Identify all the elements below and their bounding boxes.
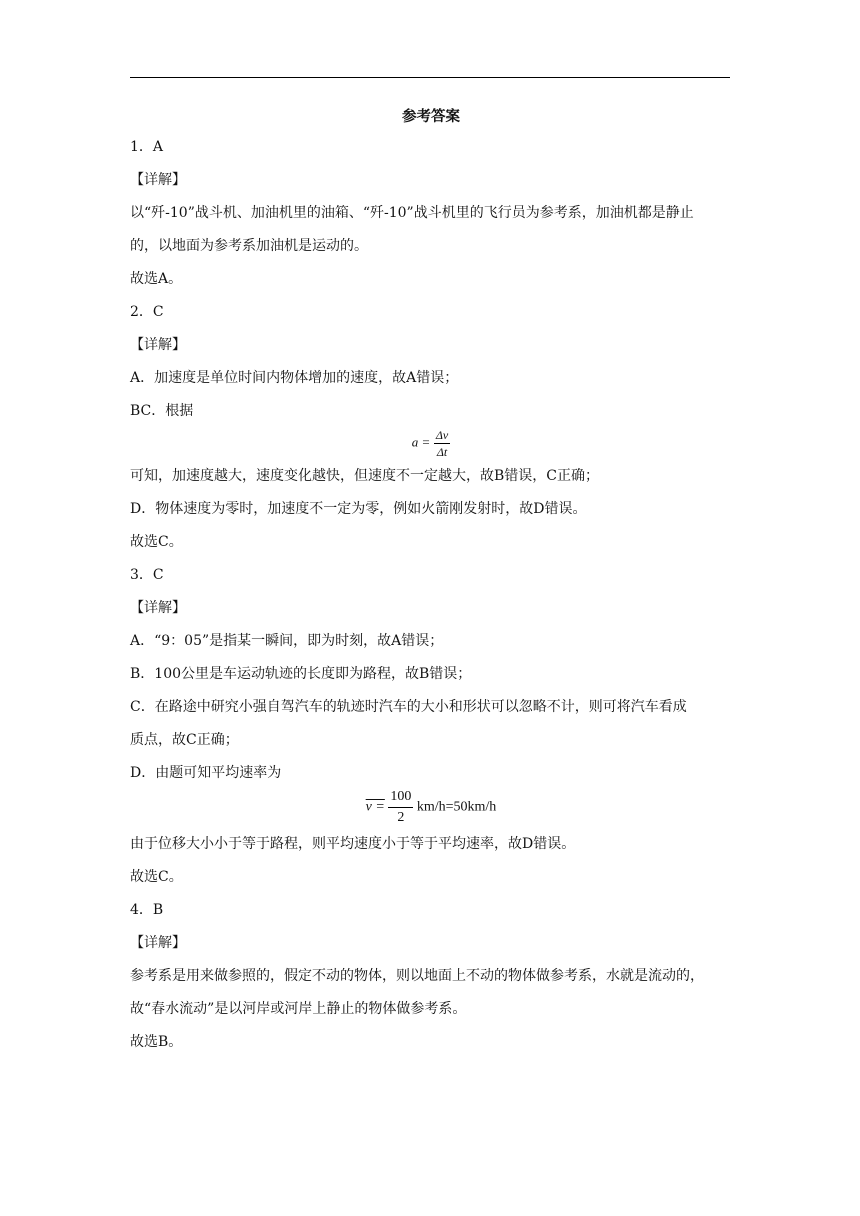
q3-formula-numerator: 100 — [388, 787, 413, 808]
q3-formula-fraction — [388, 787, 413, 828]
q2-option-bc-cont: 可知，加速度越大，速度变化越快，但速度不一定越大，故B错误，C正确； — [130, 468, 599, 484]
page-title: 参考答案 — [402, 108, 460, 125]
q3-option-c-line1: C．在路途中研究小强自驾汽车的轨迹时汽车的大小和形状可以忽略不计，则可将汽车看成 — [130, 699, 687, 715]
q1-answer: 1．A — [130, 139, 164, 155]
q2-option-a: A．加速度是单位时间内物体增加的速度，故A错误； — [130, 370, 459, 386]
q2-formula-denominator: Δt — [436, 445, 448, 459]
q2-formula-numerator: Δv — [435, 428, 449, 442]
q3-formula-denominator: 2 — [397, 810, 405, 825]
q4-answer: 4．B — [130, 902, 164, 918]
q1-text-line1: 以“歼-10”战斗机、加油机里的油箱、“歼-10”战斗机里的飞行员为参考系，加油机都是静止 — [130, 205, 694, 221]
q3-option-d-cont: 由于位移大小小于等于路程，则平均速度小于等于平均速率，故D错误。 — [130, 836, 576, 852]
q2-option-d: D．物体速度为零时，加速度不一定为零，例如火箭刚发射时，故D错误。 — [130, 501, 587, 517]
q3-option-a: A．“9：05”是指某一瞬间，即为时刻，故A错误； — [130, 633, 444, 649]
q2-formula-fraction — [434, 427, 450, 460]
q2-conclusion: 故选C。 — [130, 534, 183, 550]
q4-text-line2: 故“春水流动”是以河岸或河岸上静止的物体做参考系。 — [130, 1001, 467, 1017]
q1-conclusion: 故选A。 — [130, 271, 183, 287]
q2-acceleration-formula — [130, 427, 732, 460]
q2-formula-lhs: a = — [411, 434, 431, 450]
q3-speed-formula — [130, 787, 732, 828]
q3-option-b: B．100公里是车运动轨迹的长度即为路程，故B错误； — [130, 666, 472, 682]
q2-option-bc: BC．根据 — [130, 403, 194, 419]
q2-answer: 2．C — [130, 304, 164, 320]
q3-option-d: D．由题可知平均速率为 — [130, 765, 282, 781]
q3-answer: 3．C — [130, 567, 164, 583]
q3-detail-heading: 【详解】 — [130, 600, 186, 616]
q3-formula-lhs: v = — [365, 799, 385, 815]
q3-option-c-line2: 质点，故C正确； — [130, 732, 239, 748]
q3-formula-rhs: km/h=50km/h — [416, 799, 497, 815]
q2-detail-heading: 【详解】 — [130, 337, 186, 353]
answer-document — [130, 103, 732, 1065]
q1-text-line2: 的，以地面为参考系加油机是运动的。 — [130, 238, 368, 254]
header-rule — [130, 77, 730, 78]
q3-conclusion: 故选C。 — [130, 869, 183, 885]
q4-detail-heading: 【详解】 — [130, 935, 186, 951]
q4-conclusion: 故选B。 — [130, 1034, 183, 1050]
q4-text-line1: 参考系是用来做参照的，假定不动的物体，则以地面上不动的物体做参考系，水就是流动的， — [130, 968, 704, 984]
q1-detail-heading: 【详解】 — [130, 172, 186, 188]
